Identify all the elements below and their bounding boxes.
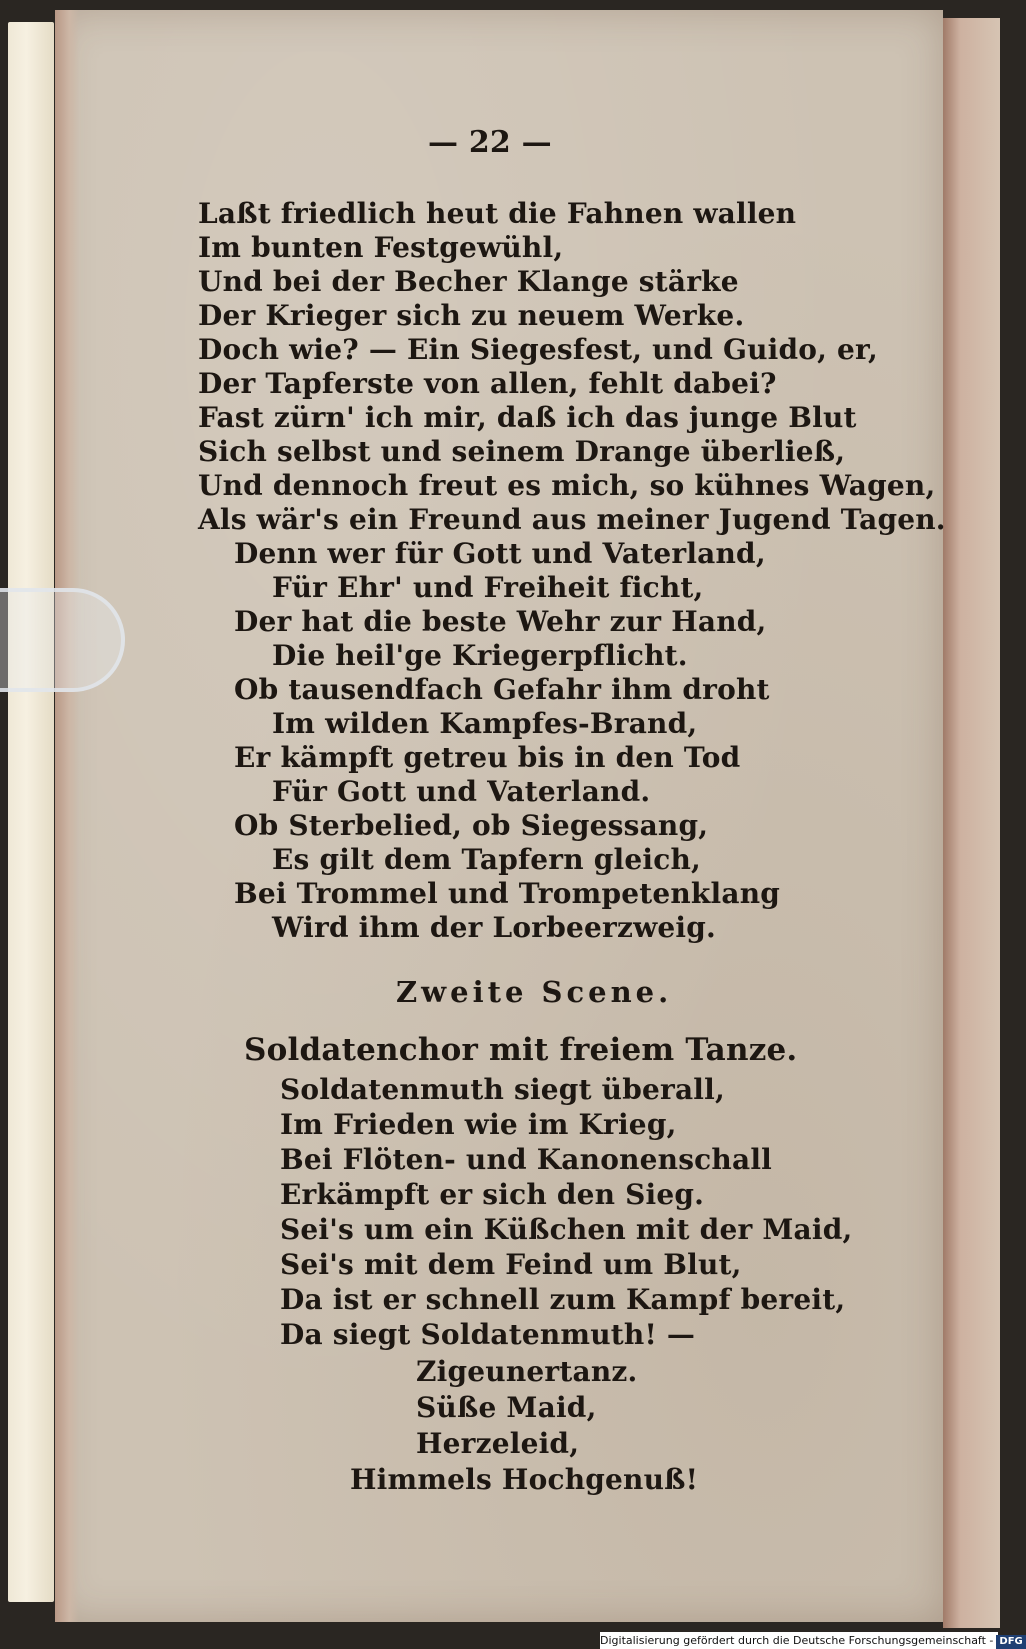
song-line: Bei Trommel und Trompetenklang <box>234 877 781 910</box>
song-line: Der hat die beste Wehr zur Hand, <box>234 605 767 638</box>
song-line: Es gilt dem Tapfern gleich, <box>272 843 701 876</box>
choir-line: Sei's mit dem Feind um Blut, <box>280 1248 742 1281</box>
choir-line: Da siegt Soldatenmuth! — <box>280 1318 696 1351</box>
verse-line: Doch wie? — Ein Siegesfest, und Guido, er, <box>198 333 878 366</box>
choir-line: Bei Flöten- und Kanonenschall <box>280 1143 772 1176</box>
verse-line: Im bunten Festgewühl, <box>198 231 564 264</box>
song-line: Für Ehr' und Freiheit ficht, <box>272 571 704 604</box>
verse-line: Der Krieger sich zu neuem Werke. <box>198 299 745 332</box>
song-line: Ob tausendfach Gefahr ihm droht <box>234 673 770 706</box>
verse-line: Und bei der Becher Klange stärke <box>198 265 739 298</box>
choir-line: Soldatenmuth siegt überall, <box>280 1073 725 1106</box>
verse-line: Als wär's ein Freund aus meiner Jugend Tagen. <box>198 503 946 536</box>
dfg-logo-icon: DFG <box>996 1635 1025 1649</box>
choir-line: Erkämpft er sich den Sieg. <box>280 1178 705 1211</box>
choir-line: Da ist er schnell zum Kampf bereit, <box>280 1283 846 1316</box>
song-line: Ob Sterbelied, ob Siegessang, <box>234 809 709 842</box>
song-line: Die heil'ge Kriegerpflicht. <box>272 639 688 672</box>
dance-line: Süße Maid, <box>416 1391 597 1424</box>
dance-heading: Zigeunertanz. <box>416 1355 638 1388</box>
footer-text: Digitalisierung gefördert durch die Deutsche Forschungsgemeinschaft - <box>600 1634 994 1647</box>
page-number: — 22 — <box>428 125 552 160</box>
scene-heading: Zweite Scene. <box>396 975 673 1009</box>
verse-line: Und dennoch freut es mich, so kühnes Wagen, <box>198 469 936 502</box>
digitization-footer <box>600 1632 1023 1649</box>
choir-line: Im Frieden wie im Krieg, <box>280 1108 677 1141</box>
song-line: Er kämpft getreu bis in den Tod <box>234 741 741 774</box>
verse-line: Sich selbst und seinem Drange überließ, <box>198 435 846 468</box>
dance-line: Herzeleid, <box>416 1427 580 1460</box>
choir-heading: Soldatenchor mit freiem Tanze. <box>244 1032 798 1068</box>
song-line: Wird ihm der Lorbeerzweig. <box>272 911 716 944</box>
song-line: Denn wer für Gott und Vaterland, <box>234 537 766 570</box>
song-line: Im wilden Kampfes-Brand, <box>272 707 698 740</box>
dance-line: Himmels Hochgenuß! <box>350 1463 699 1496</box>
verse-line: Fast zürn' ich mir, daß ich das junge Blut <box>198 401 857 434</box>
choir-line: Sei's um ein Küßchen mit der Maid, <box>280 1213 853 1246</box>
song-line: Für Gott und Vaterland. <box>272 775 651 808</box>
verse-line: Laßt friedlich heut die Fahnen wallen <box>198 197 797 230</box>
verse-line: Der Tapferste von allen, fehlt dabei? <box>198 367 777 400</box>
